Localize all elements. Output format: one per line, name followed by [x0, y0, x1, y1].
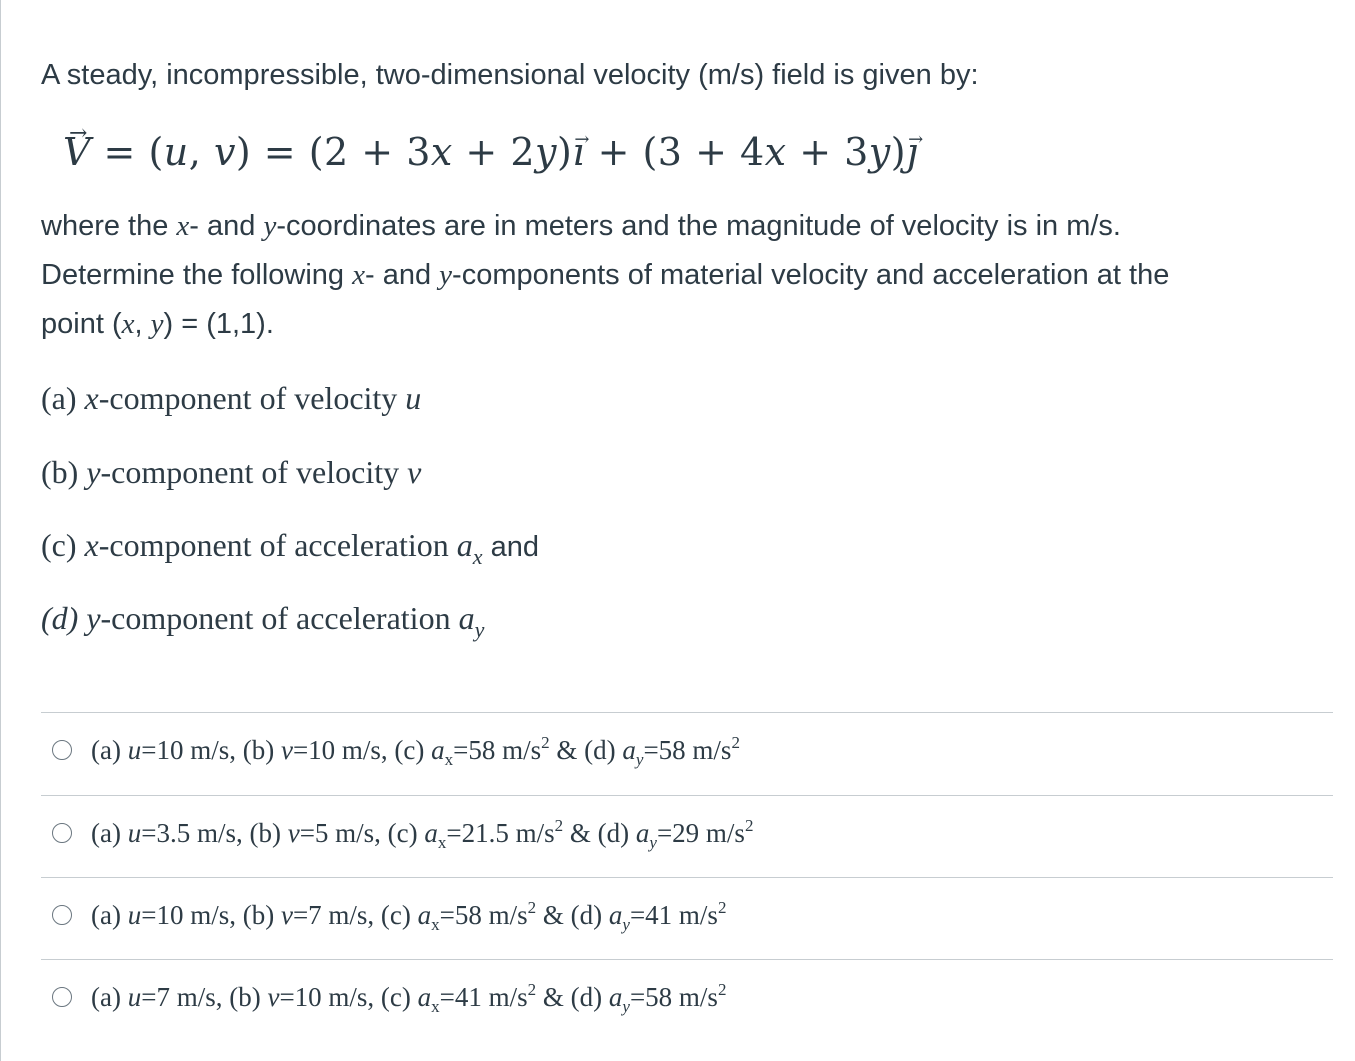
answer-token: 3.5	[156, 818, 191, 848]
answer-token: y	[635, 750, 644, 769]
text: -coordinates are in meters and the magnitude of velocity is in m/s.	[276, 210, 1121, 242]
answer-token: a	[417, 900, 432, 930]
eq-x: x	[764, 130, 787, 174]
answer-token: & (d)	[563, 818, 636, 848]
answer-text	[91, 815, 753, 851]
answer-token: x	[437, 833, 447, 852]
answer-token: =	[439, 982, 455, 1012]
answer-token: y	[622, 915, 630, 934]
body-line-2	[41, 251, 1331, 300]
answer-token: 2	[541, 733, 550, 752]
body-line-3	[41, 300, 1331, 349]
answer-token: m/s	[508, 818, 555, 848]
answer-token: 10	[156, 735, 184, 765]
body-line-1	[41, 202, 1331, 251]
eq-y: y	[535, 130, 557, 174]
answer-token: m/s, (c)	[328, 818, 425, 848]
answer-token: =	[453, 735, 469, 765]
answer-token: a	[417, 982, 432, 1012]
answer-token: 58	[454, 900, 482, 930]
part-text: -component of velocity	[98, 380, 406, 416]
answer-token: m/s	[481, 982, 528, 1012]
answer-token: x	[444, 750, 454, 769]
sub-y: y	[474, 617, 485, 642]
answer-token: =	[279, 982, 295, 1012]
answer-token: =	[643, 735, 659, 765]
text: - and	[364, 259, 440, 291]
answer-text	[91, 897, 726, 933]
answer-token: m/s	[481, 900, 528, 930]
eq-u: u	[163, 130, 189, 174]
text: ) = (1,1).	[163, 308, 274, 340]
answer-token: =	[439, 900, 455, 930]
part-text: -component of velocity	[100, 454, 408, 490]
eq-part: )	[890, 130, 907, 174]
part-text: -component of acceleration	[98, 527, 457, 563]
answer-token: =	[299, 818, 315, 848]
answer-token: m/s, (b)	[183, 735, 281, 765]
answer-token: a	[608, 900, 623, 930]
unit-vector-i: → ı	[572, 128, 585, 176]
part-label: (b)	[41, 454, 87, 490]
answer-token: =	[629, 982, 646, 1012]
answer-token: v	[280, 900, 293, 930]
var-y: y	[86, 454, 101, 490]
answer-option-3[interactable]	[41, 879, 1333, 959]
var-y: y	[86, 600, 101, 636]
answer-token: 58	[468, 735, 496, 765]
answer-token: x	[431, 997, 440, 1016]
answer-token: m/s	[672, 982, 718, 1012]
answer-token: u	[127, 735, 142, 765]
var-x: x	[352, 259, 365, 291]
answer-divider	[41, 877, 1333, 878]
answer-token: v	[287, 818, 300, 848]
answer-token: a	[635, 818, 650, 848]
answer-token: m/s	[672, 900, 718, 930]
answer-token: u	[127, 982, 142, 1012]
answer-token: =	[141, 900, 157, 930]
var-y: y	[263, 210, 277, 242]
velocity-equation	[63, 128, 918, 176]
answer-token: y	[622, 997, 630, 1016]
answer-token: =	[292, 900, 309, 930]
answer-token: 2	[527, 980, 537, 999]
answer-token: m/s	[495, 735, 542, 765]
answer-divider	[41, 795, 1333, 796]
answer-token: (a)	[91, 900, 128, 930]
part-label: (d)	[41, 600, 87, 636]
radio-button[interactable]	[52, 905, 72, 925]
text: where the	[41, 210, 177, 242]
answer-token: (a)	[91, 818, 128, 848]
var-a: a	[458, 600, 475, 636]
text: ,	[134, 308, 151, 340]
answer-text	[91, 732, 740, 768]
question-intro: A steady, incompressible, two-dimensional velocity (m/s) field is given by:	[41, 59, 979, 91]
answer-token: 2	[527, 898, 537, 917]
var-x: x	[84, 380, 99, 416]
question-body	[41, 202, 1331, 349]
radio-button[interactable]	[52, 823, 72, 843]
eq-part: = (	[90, 130, 164, 174]
var-x: x	[121, 308, 135, 340]
answer-token: & (d)	[536, 900, 609, 930]
answer-divider	[41, 959, 1333, 960]
answer-token: 2	[717, 898, 727, 917]
answer-token: =	[141, 735, 157, 765]
answer-text	[91, 979, 726, 1015]
left-border	[0, 0, 1, 1061]
answer-token: a	[608, 982, 623, 1012]
sub-x: x	[472, 544, 483, 569]
answer-token: u	[127, 900, 142, 930]
answer-token: & (d)	[536, 982, 609, 1012]
text: Determine the following	[41, 259, 353, 291]
answer-token: 10	[156, 900, 184, 930]
unit-vector-j: → ȷ	[906, 128, 918, 176]
answer-token: =	[446, 818, 462, 848]
answer-token: 7	[308, 900, 322, 930]
eq-y: y	[868, 130, 891, 174]
answer-token: m/s	[699, 818, 745, 848]
eq-part: ,	[188, 130, 214, 174]
answer-token: m/s, (b)	[190, 818, 288, 848]
eq-part: + 2	[452, 130, 536, 174]
answer-token: x	[431, 915, 440, 934]
part-b	[41, 452, 421, 492]
answer-token: (a)	[91, 735, 128, 765]
answer-token: 58	[645, 982, 673, 1012]
answer-token: v	[267, 982, 280, 1012]
answer-token: m/s, (b)	[183, 900, 281, 930]
answer-token: v	[280, 735, 293, 765]
answer-token: y	[649, 833, 657, 852]
var-x: x	[176, 210, 190, 242]
part-label: (a)	[41, 380, 85, 416]
var-v: v	[407, 454, 422, 490]
answer-option-4[interactable]	[41, 961, 1333, 1041]
answer-token: 2	[554, 816, 564, 835]
text: - and	[189, 210, 264, 242]
answer-token: (a)	[91, 982, 128, 1012]
part-a	[41, 378, 421, 418]
answer-token: & (d)	[549, 735, 623, 765]
eq-v: v	[213, 130, 236, 174]
answer-token: u	[127, 818, 142, 848]
answer-token: =	[629, 900, 646, 930]
eq-part: )	[557, 130, 573, 174]
answer-token: 7	[156, 982, 170, 1012]
answer-token: =	[656, 818, 673, 848]
text: point (	[41, 308, 122, 340]
eq-part: + (3 + 4	[584, 130, 765, 174]
answer-token: =	[141, 982, 157, 1012]
answer-token: a	[622, 735, 636, 765]
eq-part: ) = (2 + 3	[235, 130, 431, 174]
answer-token: 5	[314, 818, 329, 848]
part-tail: and	[482, 531, 539, 563]
answer-token: =	[141, 818, 157, 848]
answer-token: 58	[658, 735, 686, 765]
eq-x: x	[430, 130, 453, 174]
answer-token: 21.5	[461, 818, 509, 848]
answer-option-1[interactable]	[41, 714, 1333, 794]
answer-token: 10	[308, 735, 336, 765]
answer-token: a	[424, 818, 438, 848]
part-label: (c)	[41, 527, 85, 563]
answer-token: a	[431, 735, 445, 765]
part-d	[41, 598, 484, 650]
answer-option-2[interactable]	[41, 797, 1333, 877]
radio-button[interactable]	[52, 987, 72, 1007]
answer-token: 2	[744, 816, 754, 835]
answer-token: 41	[645, 900, 673, 930]
answer-token: 2	[717, 980, 727, 999]
radio-button[interactable]	[52, 740, 72, 760]
answer-token: 10	[294, 982, 322, 1012]
answer-divider	[41, 712, 1333, 713]
answer-token: 2	[731, 733, 740, 752]
var-x: x	[84, 527, 99, 563]
var-a: a	[456, 527, 473, 563]
eq-part: + 3	[786, 130, 869, 174]
part-c	[41, 525, 539, 577]
answer-token: m/s	[685, 735, 732, 765]
answer-token: 29	[672, 818, 700, 848]
var-u: u	[405, 380, 422, 416]
var-y: y	[439, 259, 453, 291]
answer-token: m/s, (b)	[169, 982, 268, 1012]
velocity-vector-symbol: → V	[63, 128, 91, 176]
text: -components of material velocity and acceleration at the	[452, 259, 1170, 291]
var-y: y	[150, 308, 164, 340]
answer-token: =	[292, 735, 309, 765]
answer-token: m/s, (c)	[321, 982, 418, 1012]
answer-token: m/s, (c)	[335, 735, 432, 765]
answer-token: 41	[454, 982, 482, 1012]
part-text: -component of acceleration	[100, 600, 459, 636]
answer-token: m/s, (c)	[321, 900, 418, 930]
